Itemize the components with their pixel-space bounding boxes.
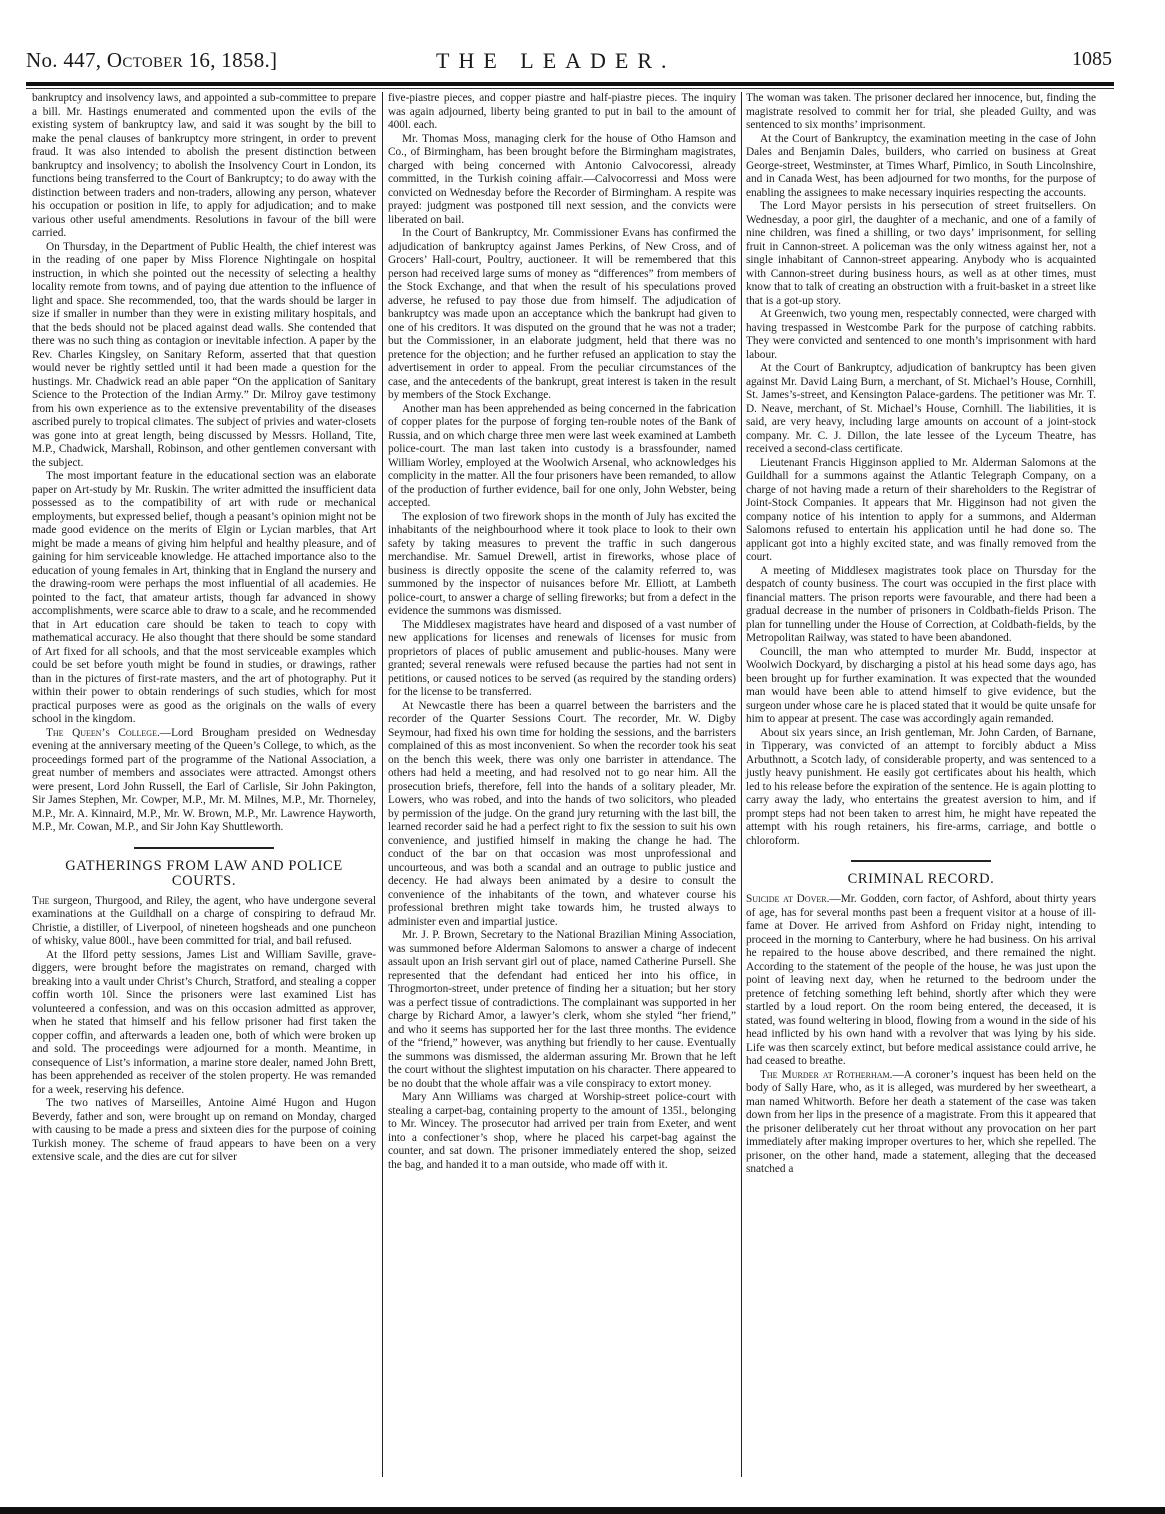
drop-word: The bbox=[32, 894, 50, 907]
publication-date: October 16, 1858.] bbox=[106, 48, 278, 72]
section-separator bbox=[851, 860, 991, 862]
article-paragraph: The Lord Mayor persists in his persecution of street fruitsellers. On Wednesday, a poor girl, the daughter of a mechanic, and one of a family of nine children, was fined a shilling, or two days’ imprisonment, for selling fruit in Cannon-street. A policeman was the only witness against her, not a single inhabitant of Cannon-street appearing. Anybody who is acquainted with Cannon-street during business hours, as well as at other times, must know that to talk of creating an obstruction with a fruit-basket in a street like that is a got-up story. bbox=[746, 200, 1096, 307]
suicide-at-dover-paragraph bbox=[746, 893, 1096, 1069]
article-paragraph: Another man has been apprehended as being concerned in the fabrication of copper plates for the purpose of forging ten-rouble notes of the Bank of Russia, and on which charge three men were last week examined at Lambeth police-court. The man last taken into custody is a brassfounder, named William Worley, employed at the Woolwich Arsenal, who acknowledges his complicity in the matter. All the four prisoners have been remanded, to allow of the production of further evidence, bail for one only, John Webster, being accepted. bbox=[388, 402, 736, 509]
column-divider bbox=[382, 92, 383, 1477]
section-heading-criminal-record: CRIMINAL RECORD. bbox=[847, 871, 995, 887]
article-paragraph: The explosion of two firework shops in the month of July has excited the inhabitants of the neighbourhood where it took place to look to their own safety by taking measures to prevent the traffic in such dangerous merchandise. Mr. Samuel Drewell, artist in fireworks, whose place of business is directly opposite the scene of the calamity referred to, was summoned by the inspector of nuisances before Mr. Elliott, at Lambeth police-court, to answer a charge of selling fireworks; but from a defect in the evidence the summons was dismissed. bbox=[388, 510, 736, 617]
section-heading-law-police: GATHERINGS FROM LAW AND POLICE COURTS. bbox=[65, 857, 343, 889]
article-paragraph: Mr. Thomas Moss, managing clerk for the house of Otho Hamson and Co., of Birmingham, has been brought before the Birmingham magistrates, charged with being concerned with Antonio Calvocoressi, already committed, in the Turkish coining affair.—Calvocorressi and Moss were convicted on Wednesday before the Recorder of Birmingham. A respite was prayed: judgment was postponed till next session, and the convicts were liberated on bail. bbox=[388, 132, 736, 226]
article-paragraph: five-piastre pieces, and copper piastre and half-piastre pieces. The inquiry was again adjourned, liberty being granted to put in bail to the amount of 400l. each. bbox=[388, 92, 736, 131]
section-separator bbox=[134, 847, 274, 849]
scan-bottom-border bbox=[0, 1507, 1165, 1514]
article-paragraph: Councill, the man who attempted to murder Mr. Budd, inspector at Woolwich Dockyard, by discharging a pistol at his head some days ago, has been brought up for further examination. It was expected that the wounded man would have been able to attend himself to give evidence, but the surgeon under whose care he is placed stated that it would be quite unsafe for him to appear at present. The case was accordingly again remanded. bbox=[746, 645, 1096, 725]
paragraph-text: surgeon, Thurgood, and Riley, the agent, who have undergone several examinations at the Guildhall on a charge of conspiring to defraud Mr. Christie, a distiller, of Liverpool, of nineteen hogsheads and one puncheon of whisky, value 800l., have been committed for trial, and bail refused. bbox=[32, 894, 376, 947]
article-paragraph: In the Court of Bankruptcy, Mr. Commissioner Evans has confirmed the adjudication of bankruptcy against James Perkins, of New Cross, and of Grocers’ Hall-court, Poultry, auctioneer. It will be remembered that this person had received large sums of money as “differences” from members of the Stock Exchange, and that when the result of his speculations proved adverse, he refused to pay those due from himself. The adjudication of bankruptcy was made upon an acceptance which the bankrupt had given to one of his creditors. It was disputed on the ground that he was not a trader; but the Commissioner, in an elaborate judgment, held that there was no pretence for the objection; and he further refused an application to stay the advertisement in order to appeal. From the peculiar circumstances of the case, and the antecedents of the bankrupt, great interest is taken in the result by members of the Stock Exchange. bbox=[388, 227, 736, 401]
article-paragraph: At the Court of Bankruptcy, the examination meeting in the case of John Dales and Benjamin Dales, builders, who carried on business at Great George-street, Westminster, at Times Wharf, Pimlico, in South Lincolnshire, and in Canada West, has been adjourned for two months, for the purpose of enabling the assignees to make necessary inquiries respecting the accounts. bbox=[746, 132, 1096, 199]
column-left bbox=[32, 92, 376, 1165]
article-paragraph: A meeting of Middlesex magistrates took place on Thursday for the despatch of county business. The court was occupied in the first place with financial matters. The prison reports were favourable, and there had been a gradual decrease in the number of prisoners in Coldbath-fields Prison. The plan for tunnelling under the House of Correction, at Coldbath-fields, by the Metropolitan Railway, was stated to have been abandoned. bbox=[746, 564, 1096, 644]
article-paragraph: Mr. J. P. Brown, Secretary to the National Brazilian Mining Association, was summoned before Alderman Salomons to answer a charge of indecent assault upon an Irish servant girl out of place, named Catherine Pursell. She represented that the defendant had enticed her into his office, in Throgmorton-street, under pretence of finding her a situation; but her story was a perfect tissue of contradictions. The complainant was supported in her charge by Richard Amor, a lawyer’s clerk, whom she styled “her friend,” and who it seems has supported her for the last three months. The evidence of the “friend,” however, was anything but friendly to her cause. Eventually the summons was dismissed, the alderman assuring Mr. Brown that he left the court without the slightest imputation on his character. There appeared to be no doubt that the whole affair was a vile conspiracy to extort money. bbox=[388, 929, 736, 1090]
page-number: 1085 bbox=[1072, 48, 1112, 70]
header-rule bbox=[26, 82, 1114, 86]
paragraph-text: —Lord Brougham presided on Wednesday evening at the anniversary meeting of the Queen’s College, to which, as the proceedings formed part of the programme of the National Association, a great number of members and associates were attracted. Amongst others were present, Lord John Russell, the Earl of Carlisle, Sir John Pakington, Sir James Stephen, Mr. Cowper, M.P., Mr. M. Milnes, M.P., Mr. Thorneley, M.P., Mr. A. Kinnaird, M.P., Mr. W. Brown, M.P., Mr. Lawrence Hayworth, M.P., Mr. Cowan, M.P., and Sir John Kay Shuttleworth. bbox=[32, 726, 376, 833]
run-in-heading: The Murder at Rotherham. bbox=[760, 1068, 893, 1081]
column-right bbox=[746, 92, 1096, 1177]
run-in-heading: Suicide at Dover. bbox=[746, 893, 830, 905]
queens-college-paragraph bbox=[32, 727, 376, 835]
article-paragraph: Mary Ann Williams was charged at Worship-street police-court with stealing a carpet-bag, containing property to the amount of 135l., belonging to Mr. Wincey. The prosecutor had arrived per train from Exeter, and went into a confectioner’s shop, where he placed his carpet-bag against the counter, and sat down. The prisoner immediately entered the shop, seized the bag, and handed it to a man outside, who made off with it. bbox=[388, 1091, 736, 1171]
article-paragraph: Lieutenant Francis Higginson applied to Mr. Alderman Salomons at the Guildhall for a summons against the Atlantic Telegraph Company, on a charge of not having made a return of their shareholders to the Registrar of Joint-Stock Companies. It appears that Mr. Higginson had not given the company notice of his intention to apply for a summons, and Alderman Salomons refused to entertain his application until he had done so. The applicant got into a highly excited state, and was finally removed from the court. bbox=[746, 456, 1096, 563]
article-paragraph bbox=[32, 895, 376, 949]
murder-at-rotherham-paragraph bbox=[746, 1069, 1096, 1177]
article-paragraph: The woman was taken. The prisoner declared her innocence, but, finding the magistrate resolved to commit her for trial, she pleaded Guilty, and was sentenced to six months’ imprisonment. bbox=[746, 92, 1096, 131]
paragraph-text: —Mr. Godden, corn factor, of Ashford, about thirty years of age, has for several months past been a frequent visitor at a house of ill-fame at Dover. He arrived from Ashford on Friday night, intending to proceed in the morning to Canterbury, where he had business. On his arrival he repaired to the house above described, and there remained the night. According to the statement of the people of the house, he was just upon the point of leaving next day, when he returned to the bedroom under the pretence of fetching something left behind, shortly after which they were startled by a loud report. On the room being entered, the deceased, it is stated, was found weltering in blood, flowing from a wound in the side of his head inflicted by his own hand with a revolver that was lying by his side. Life was then scarcely extinct, but before medical assistance could arrive, he had ceased to breathe. bbox=[746, 893, 1096, 1067]
article-paragraph: On Thursday, in the Department of Public Health, the chief interest was in the reading of one paper by Miss Florence Nightingale on hospital instruction, in which she pointed out the necessity of selecting a healthy locality remote from towns, and of paying due attention to the influence of light and space. She recommended, too, that the wards should be larger in size if smaller in number than they were in existing military hospitals, and that the beds should not be placed against dead walls. She contended that there was no such thing as contagion or inevitable infection. A paper by the Rev. Charles Kingsley, on Sanitary Reform, asserted that that question would never be rightly settled until it had been made a question for the hustings. Mr. Chadwick read an able paper “On the application of Sanitary Science to the Protection of the Indian Army.” Dr. Milroy gave testimony from his own experience as to the extensive preventability of the diseases ascribed purely to tropical climates. The subject of privies and water-closets was gone into at great length, being discussed by Messrs. Holland, Tite, M.P., Chadwick, Marshall, Robinson, and other gentlemen conversant with the subject. bbox=[32, 240, 376, 469]
header-rule-thin bbox=[26, 88, 1114, 89]
article-paragraph: At the Ilford petty sessions, James List and William Saville, grave-diggers, were brought before the magistrates on remand, charged with breaking into a vault under Christ’s Church, Stratford, and stealing a copper coffin worth 10l. Since the prisoners were last examined List has volunteered a confession, and was on this occasion admitted as approver, when he stated that himself and his fellow prisoner had first taken the copper coffin, and afterwards a leaden one, both of which were broken up and sold. The proceedings were adjourned for a month. Meantime, in consequence of List’s information, a marine store dealer, named John Brett, has been apprehended as receiver of the stolen property. He was remanded for a week, reserving his defence. bbox=[32, 948, 376, 1096]
article-paragraph: The Middlesex magistrates have heard and disposed of a vast number of new applications for licenses and renewals of licenses for music from proprietors of places of public amusement and public-houses. Many were granted; several renewals were refused because the parties had not sent in petitions, or caused notices to be served (as required by the standing orders) for the license to be transferred. bbox=[388, 618, 736, 698]
issue-number: No. 447, bbox=[26, 48, 102, 72]
article-paragraph: At Greenwich, two young men, respectably connected, were charged with having trespassed in Westcombe Park for the purpose of catching rabbits. They were convicted and sentenced to one month’s imprisonment with hard labour. bbox=[746, 308, 1096, 361]
newspaper-title: THE LEADER. bbox=[436, 48, 676, 73]
article-paragraph: At the Court of Bankruptcy, adjudication of bankruptcy has been given against Mr. David Laing Burn, a merchant, of St. Michael’s House, Cornhill, St. James’s-street, and Kensington Palace-gardens. The petitioner was Mr. T. D. Neave, merchant, of St. Michael’s House, Cornhill. The liabilities, it is said, are very heavy, including large amounts on account of a joint-stock company. Mr. C. J. Dillon, the late lessee of the Lyceum Theatre, has received a second-class certificate. bbox=[746, 362, 1096, 455]
column-middle bbox=[388, 92, 736, 1172]
article-paragraph: bankruptcy and insolvency laws, and appointed a sub-committee to prepare a bill. Mr. Hastings enumerated and commented upon the evils of the existing system of bankruptcy law, and said it was sought by the bill to make the penal clauses of bankruptcy more stringent, in order to prevent fraud. It was also intended to abolish the present distinction between bankruptcy and insolvency; to abolish the Insolvency Court in London, its functions being transferred to the Court of Bankruptcy; to do away with the distinction between traders and non-traders, allowing any person, whatever his occupation or position in life, to apply for adjudication; and to make various other useful amendments. Resolutions in favour of the bill were carried. bbox=[32, 92, 376, 239]
column-divider bbox=[741, 92, 742, 1477]
article-paragraph: The two natives of Marseilles, Antoine Aimé Hugon and Hugon Beverdy, father and son, were brought up on remand on Monday, charged with causing to be made a press and sixteen dies for the purpose of coining Turkish money. The scheme of fraud appears to have been on a very extensive scale, and the dies are cut for silver bbox=[32, 1097, 376, 1163]
article-paragraph: The most important feature in the educational section was an elaborate paper on Art-study by Mr. Ruskin. The writer admitted the insufficient data possessed as to the compatibility of art with rude or mechanical employments, but expressed belief, though a peasant’s opinion might not be made good evidence on the merits of Elgin or Lycian marbles, that Art might be made a means of giving him helpful and healthy pleasure, and of gaining for him serviceable knowledge. He attached importance also to the education of young females in Art, thinking that in England the nursery and the drawing-room were perhaps the most influential of all academies. He pointed to the fact, that amateur artists, though far advanced in showy accomplishments, were scarce able to draw to a scale, and he recommended that in Art education care should be taken to teach to copy with mathematical accuracy. He also thought that there should be some standard of Art fixed for all schools, and that the most serviceable examples which could be set before youth might be found in studies, or drawings, rather than in the pictures of first-rate masters, and the art of photography. Put it within their power to obtain renderings of such studies, which for most practical purposes were as good as the originals on the walls of every school in the kingdom. bbox=[32, 470, 376, 725]
issue-date bbox=[26, 48, 277, 73]
run-in-heading: The Queen’s College. bbox=[46, 726, 160, 739]
article-paragraph: At Newcastle there has been a quarrel between the barristers and the recorder of the Quarter Sessions Court. The recorder, Mr. W. Digby Seymour, had fixed his own time for holding the sessions, and the barristers complained of this as most inconvenient. So when the recorder took his seat on the bench this week, there was only one barrister in attendance. The others had held a meeting, and had resolved not to go near him. All the prosecution briefs, therefore, fell into the hands of a solitary pleader, Mr. Lowers, who was robed, and into the hands of two solicitors, who pleaded by permission of the judge. On the grand jury returning with the last bill, the learned recorder said he had a perfect right to fix the session to suit his own convenience, and justified himself in making the change he had. The conduct of the bar on that occasion was most unprofessional and uncourteous, and was both a scandal and an outrage to public justice and decency. He had always been animated by a desire to consult the convenience of the inhabitants of the town, and whatever course his professional brethren might take towards him, he trusted always to administer even and impartial justice. bbox=[388, 699, 736, 928]
paragraph-text: —A coroner’s inquest has been held on the body of Sally Hare, who, as it is alleged, was murdered by her sweetheart, a man named Whitworth. Before her death a statement of the case was taken down from her lips in the presence of a magistrate. From this it appeared that the prisoner deliberately cut her throat without any provocation on her part immediately after making improper overtures to her, which she repelled. The prisoner, on the other hand, made a statement, alleging that the deceased snatched a bbox=[746, 1068, 1096, 1175]
article-paragraph: About six years since, an Irish gentleman, Mr. John Carden, of Barnane, in Tipperary, was convicted of an attempt to forcibly abduct a Miss Arbuthnott, a Scotch lady, of considerable property, and was sentenced to a justly heavy punishment. He easily got certificates about his health, which led to his release before the expiration of the sentence. He is again plotting to carry away the lady, who entertains the greatest aversion to him, and if prompt steps had not been taken to arrest him, he might have repeated the attempt with his rough retainers, his fire-arms, carriage, and bottle o chloroform. bbox=[746, 726, 1096, 847]
